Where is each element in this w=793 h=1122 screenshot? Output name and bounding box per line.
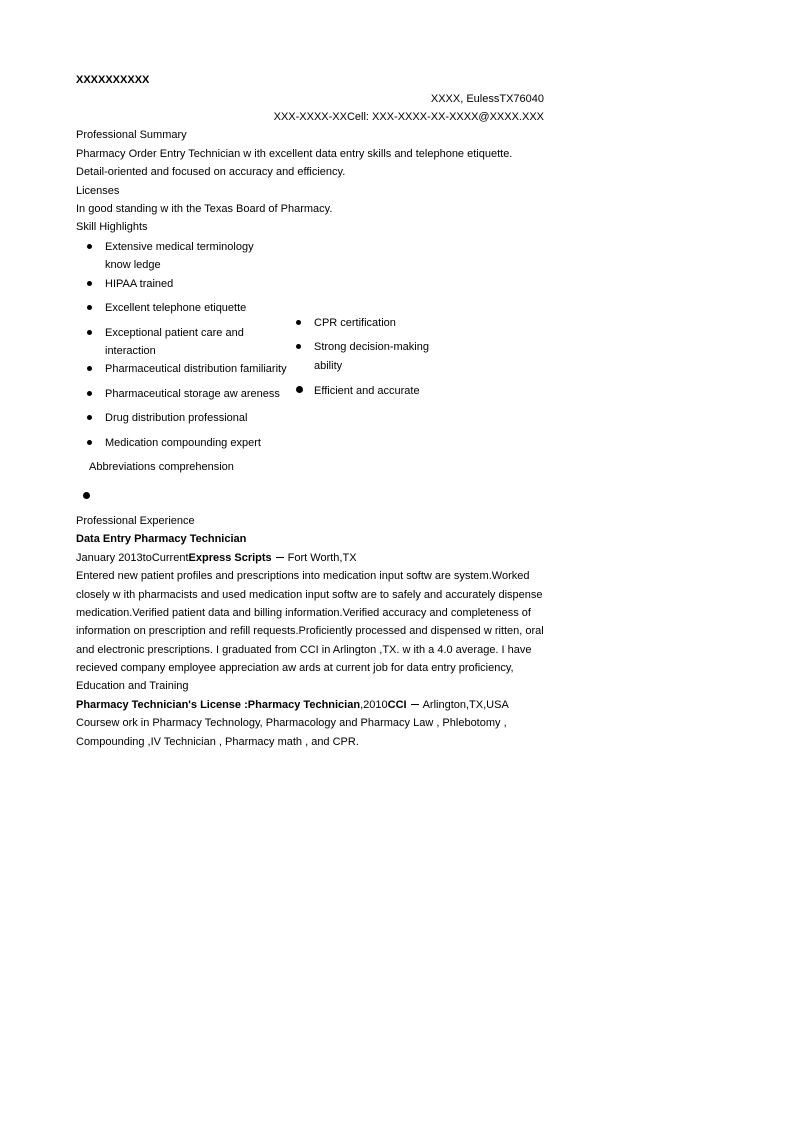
skill-text: Efficient and accurate bbox=[314, 385, 420, 397]
job-title: Data Entry Pharmacy Technician bbox=[76, 533, 247, 545]
skill-text: interaction bbox=[105, 345, 156, 357]
job-description-line: medication.Verified patient data and billing information.Verified accuracy and completeness of bbox=[76, 607, 531, 619]
summary-heading: Professional Summary bbox=[76, 129, 187, 141]
education-line: Coursew ork in Pharmacy Technology, Pharmacology and Pharmacy Law , Phlebotomy , bbox=[76, 717, 507, 729]
skill-text: Pharmaceutical distribution familiarity bbox=[105, 363, 287, 375]
skill-text: Exceptional patient care and bbox=[105, 327, 244, 339]
school-location: Arlington,TX,USA bbox=[422, 699, 509, 711]
bullet-icon bbox=[296, 344, 301, 349]
degree-field: Pharmacy Technician bbox=[247, 699, 361, 711]
skill-text: Extensive medical terminology bbox=[105, 241, 254, 253]
skills-heading: Skill Highlights bbox=[76, 221, 148, 233]
skill-text: Drug distribution professional bbox=[105, 412, 248, 424]
bullet-icon bbox=[87, 330, 92, 335]
skill-text: Strong decision-making bbox=[314, 341, 429, 353]
bullet-icon bbox=[87, 391, 92, 396]
skill-text: Excellent telephone etiquette bbox=[105, 302, 247, 314]
degree: Pharmacy Technician's License bbox=[76, 699, 242, 711]
job-description-line: information on prescription and refill requests.Proficiently processed and dispensed w ritten, oral bbox=[76, 625, 544, 637]
skill-text: Medication compounding expert bbox=[105, 437, 261, 449]
job-description-line: and electronic prescriptions. I graduated from CCI in Arlington ,TX. w ith a 4.0 average. I have bbox=[76, 644, 532, 656]
summary-line: Pharmacy Order Entry Technician w ith excellent data entry skills and telephone etiquette. bbox=[76, 148, 513, 160]
bullet-icon bbox=[87, 244, 92, 249]
licenses-heading: Licenses bbox=[76, 185, 120, 197]
bullet-icon bbox=[83, 492, 90, 499]
bullet-icon bbox=[87, 440, 92, 445]
contact-info: XXX-XXXX-XXCell: XXX-XXXX-XX-XXXX@XXXX.XXX bbox=[273, 111, 544, 123]
dash-icon bbox=[411, 704, 419, 705]
skill-text: ability bbox=[314, 360, 343, 372]
job-dates: January 2013toCurrent bbox=[76, 552, 189, 564]
education-line: Compounding ,IV Technician , Pharmacy math , and CPR. bbox=[76, 736, 359, 748]
bullet-icon bbox=[87, 415, 92, 420]
job-description-line: recieved company employee appreciation aw ards at current job for data entry proficiency, bbox=[76, 662, 514, 674]
bullet-icon bbox=[87, 281, 92, 286]
school-name: CCI bbox=[387, 699, 407, 711]
education-entry: Pharmacy Technician's License :Pharmacy Technician,2010CCI Arlington,TX,USA bbox=[76, 699, 509, 711]
bullet-icon bbox=[87, 366, 92, 371]
skill-text: know ledge bbox=[105, 259, 161, 271]
license-line: In good standing w ith the Texas Board of Pharmacy. bbox=[76, 203, 333, 215]
job-description-line: Entered new patient profiles and prescriptions into medication input softw are system.Worked bbox=[76, 570, 530, 582]
skill-text-extra: Abbreviations comprehension bbox=[89, 461, 234, 473]
job-description-line: closely w ith pharmacists and used medication input softw are to safely and accurately dispense bbox=[76, 589, 543, 601]
summary-line: Detail-oriented and focused on accuracy and efficiency. bbox=[76, 166, 346, 178]
skill-text: CPR certification bbox=[314, 317, 396, 329]
degree-year: 2010 bbox=[363, 699, 388, 711]
skill-text: Pharmaceutical storage aw areness bbox=[105, 388, 280, 400]
job-location: Fort Worth,TX bbox=[287, 552, 357, 564]
experience-heading: Professional Experience bbox=[76, 515, 195, 527]
job-meta bbox=[76, 552, 357, 565]
dash-icon bbox=[276, 557, 284, 558]
education-heading: Education and Training bbox=[76, 680, 189, 692]
job-company: Express Scripts bbox=[188, 552, 272, 564]
bullet-icon bbox=[296, 386, 303, 393]
candidate-name: XXXXXXXXXX bbox=[76, 74, 150, 86]
bullet-icon bbox=[87, 305, 92, 310]
skill-text: HIPAA trained bbox=[105, 278, 174, 290]
address: XXXX, EulessTX76040 bbox=[430, 93, 544, 105]
bullet-icon bbox=[296, 320, 301, 325]
